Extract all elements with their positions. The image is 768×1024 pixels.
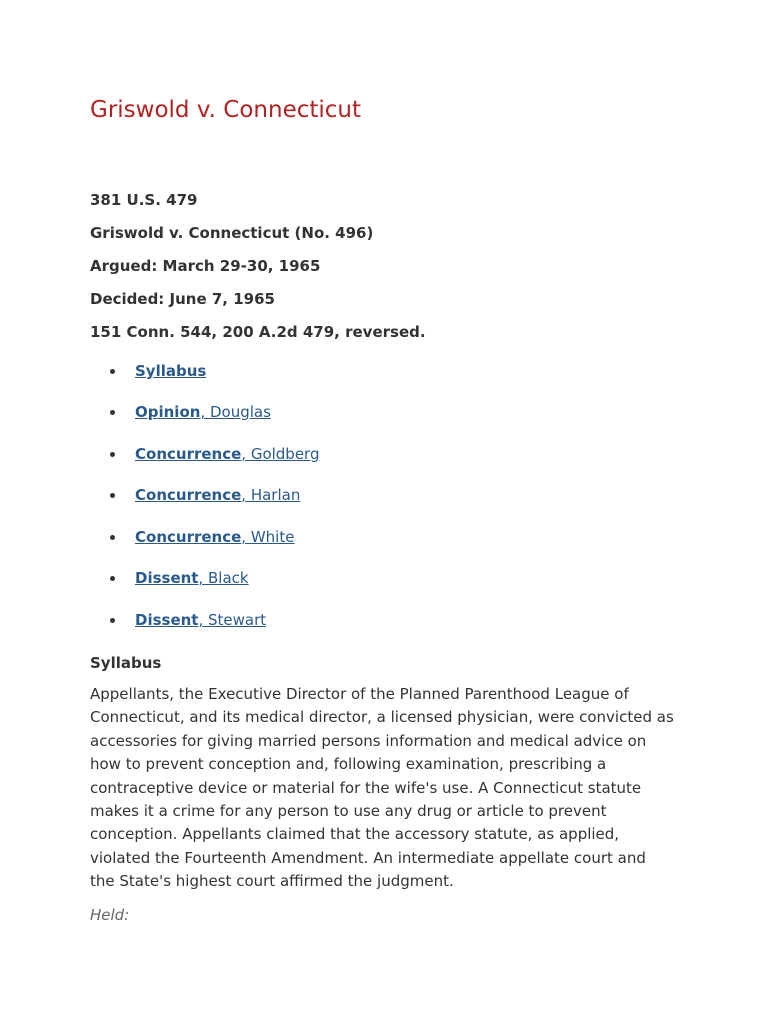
toc-link-author: , Harlan (241, 486, 301, 504)
syllabus-line: how to prevent conception and, following examination, prescribing a (90, 755, 607, 774)
toc-link-concurrence-white[interactable] (135, 526, 294, 548)
bullet-icon (110, 410, 115, 415)
toc-link-concurrence-harlan[interactable] (135, 484, 300, 506)
syllabus-line: contraceptive device or material for the wife's use. A Connecticut statute (90, 778, 642, 797)
decided-date: Decided: June 7, 1965 (90, 290, 275, 308)
toc-link-opinion-douglas[interactable] (135, 401, 271, 423)
toc-link-type: Opinion (135, 403, 201, 421)
syllabus-line: the State's highest court affirmed the judgment. (90, 872, 454, 891)
toc-link-author: , Goldberg (241, 445, 320, 463)
syllabus-line: accessories for giving married persons information and medical advice on (90, 731, 647, 750)
bullet-icon (110, 618, 115, 623)
bullet-icon (110, 576, 115, 581)
toc-link-type: Dissent (135, 611, 199, 629)
toc-link-concurrence-goldberg[interactable] (135, 443, 319, 465)
bullet-icon (110, 452, 115, 457)
toc-link-dissent-stewart[interactable] (135, 609, 266, 631)
citation: 381 U.S. 479 (90, 191, 198, 209)
toc-link-type: Concurrence (135, 528, 242, 546)
syllabus-line: Connecticut, and its medical director, a licensed physician, were convicted as (90, 708, 674, 727)
bullet-icon (110, 369, 115, 374)
toc-link-author: , White (241, 528, 295, 546)
toc-link-dissent-black[interactable] (135, 567, 249, 589)
syllabus-paragraph (90, 683, 690, 894)
toc-link-author: , Stewart (198, 611, 267, 629)
toc-link-type: Concurrence (135, 486, 242, 504)
toc-link-type: Concurrence (135, 445, 242, 463)
syllabus-heading: Syllabus (90, 654, 162, 672)
toc-link-syllabus[interactable] (135, 360, 206, 382)
syllabus-line: conception. Appellants claimed that the accessory statute, as applied, (90, 825, 620, 844)
bullet-icon (110, 493, 115, 498)
syllabus-line: makes it a crime for any person to use any drug or article to prevent (90, 802, 607, 821)
syllabus-line: Appellants, the Executive Director of the Planned Parenthood League of (90, 685, 629, 703)
page-title: Griswold v. Connecticut (90, 97, 362, 123)
bullet-icon (110, 535, 115, 540)
syllabus-line: violated the Fourteenth Amendment. An intermediate appellate court and (90, 848, 646, 867)
held-label: Held: (90, 906, 130, 924)
lower-court-citation: 151 Conn. 544, 200 A.2d 479, reversed. (90, 323, 426, 341)
case-name: Griswold v. Connecticut (No. 496) (90, 224, 374, 242)
argued-date: Argued: March 29-30, 1965 (90, 257, 321, 275)
toc-link-author: , Black (198, 569, 249, 587)
toc-link-type: Dissent (135, 569, 199, 587)
toc-link-author: , Douglas (200, 403, 271, 421)
toc-link-type: Syllabus (135, 362, 207, 380)
